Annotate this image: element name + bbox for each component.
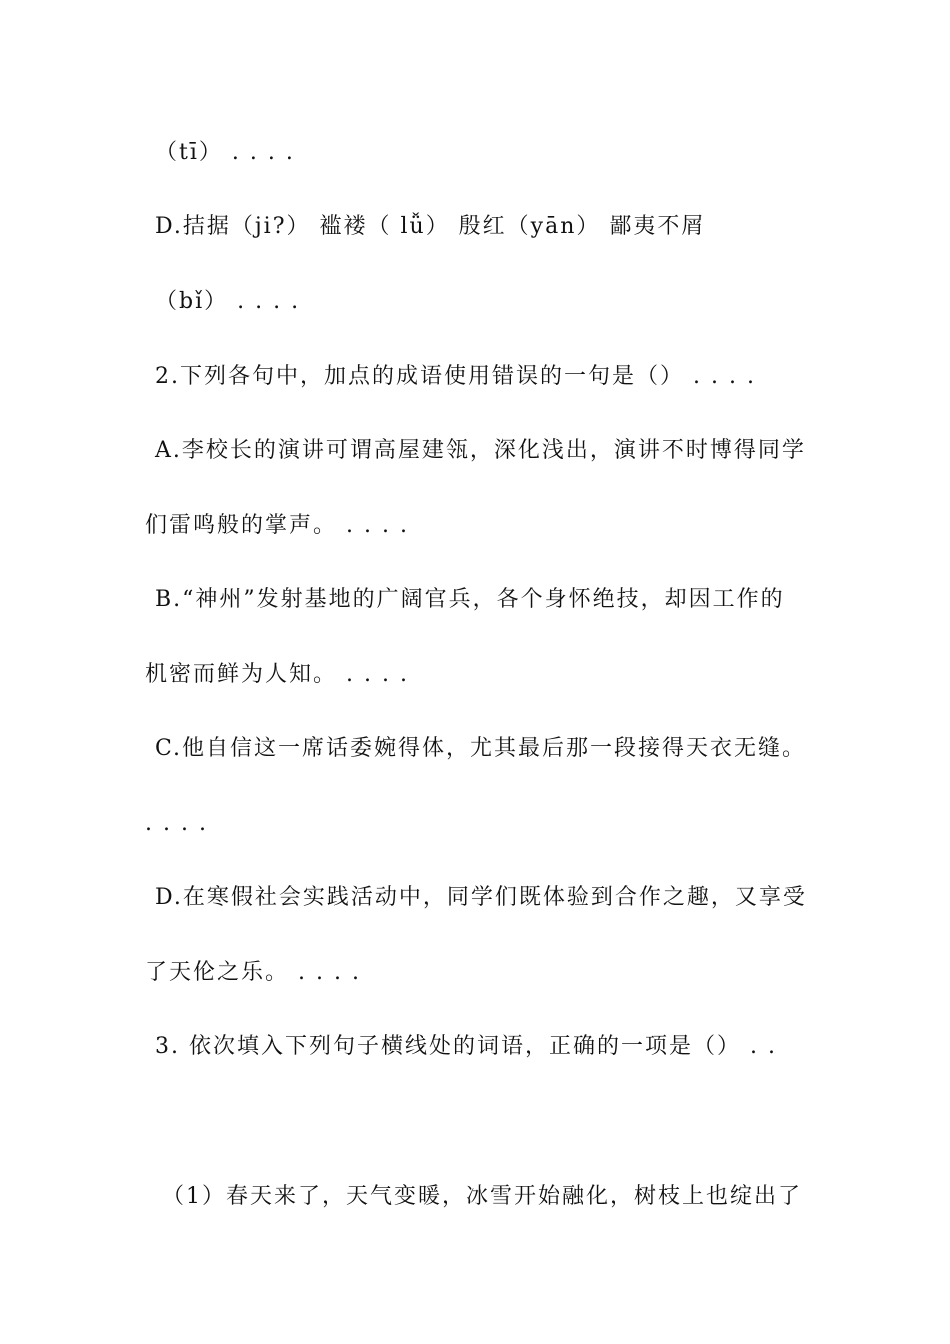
option-b-text: B.“神州”发射基地的广阔官兵，各个身怀绝技，却因工作的 bbox=[155, 587, 785, 612]
text-line: 了天伦之乐。 . . . . bbox=[145, 960, 361, 985]
text-line: D.拮据（ji?） 褴褛（ lǚ） 殷红（yān） 鄙夷不屑 bbox=[155, 214, 706, 239]
option-c-text: C.他自信这一席话委婉得体，尤其最后那一段接得天衣无缝。 bbox=[155, 736, 807, 761]
text-line: 们雷鸣般的掌声。 . . . . bbox=[145, 513, 409, 538]
option-d-text: D.在寒假社会实践活动中，同学们既体验到合作之趣，又享受 bbox=[155, 885, 807, 910]
question-2-text: 2.下列各句中，加点的成语使用错误的一句是（） . . . . bbox=[155, 364, 756, 389]
text-line: （tī） . . . . bbox=[155, 140, 295, 165]
option-a-text: A.李校长的演讲可谓高屋建瓴，深化浅出，演讲不时博得同学 bbox=[155, 438, 806, 463]
text-line: （bǐ） . . . . bbox=[155, 289, 301, 314]
item-1-text: （1）春天来了，天气变暖，冰雪开始融化，树枝上也绽出了 bbox=[162, 1184, 802, 1209]
question-3-text: 3. 依次填入下列句子横线处的词语，正确的一项是（） . . bbox=[155, 1034, 777, 1059]
text-line: . . . . bbox=[145, 811, 208, 836]
text-line: 机密而鲜为人知。 . . . . bbox=[145, 662, 409, 687]
